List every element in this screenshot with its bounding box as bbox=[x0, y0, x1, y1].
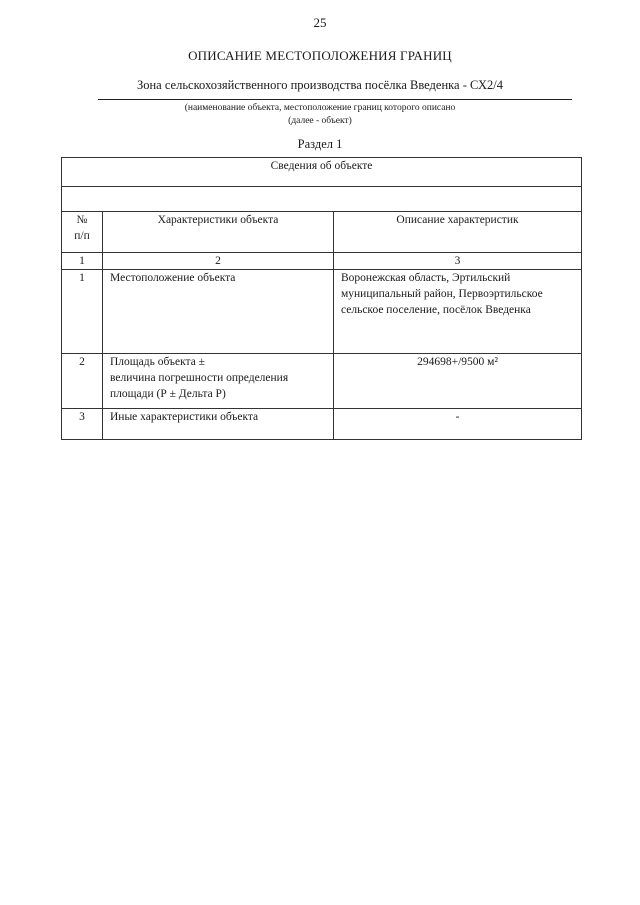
object-name: Зона сельскохозяйственного производства посёлка Введенка - СХ2/4 bbox=[136, 78, 504, 92]
table-header-row bbox=[62, 158, 582, 187]
object-name-underline bbox=[98, 99, 572, 100]
row-description: - bbox=[334, 409, 582, 440]
table-empty-cell bbox=[62, 187, 582, 212]
column-header-row bbox=[62, 212, 582, 253]
row-characteristic: Местоположение объекта bbox=[103, 270, 334, 354]
page-number: 25 bbox=[313, 15, 327, 30]
row-number: 1 bbox=[62, 270, 103, 354]
column-number-row bbox=[62, 253, 582, 270]
table-row bbox=[62, 354, 582, 409]
object-caption-line-1: (наименование объекта, местоположение границ которого описано bbox=[184, 103, 456, 113]
column-header-characteristic: Характеристики объекта bbox=[103, 212, 334, 253]
column-number: 3 bbox=[334, 253, 582, 270]
row-description: Воронежская область, Эртильский муниципальный район, Первоэртильское сельское поселение, посёлок Введенка bbox=[334, 270, 582, 354]
section-label: Раздел 1 bbox=[297, 137, 343, 151]
table-empty-row bbox=[62, 187, 582, 212]
object-caption-line-2: (далее - объект) bbox=[288, 116, 352, 126]
column-number: 1 bbox=[62, 253, 103, 270]
row-description: 294698+/9500 м² bbox=[334, 354, 582, 409]
table-row bbox=[62, 409, 582, 440]
row-characteristic: Иные характеристики объекта bbox=[103, 409, 334, 440]
column-header-number: № п/п bbox=[62, 212, 103, 253]
table-header: Сведения об объекте bbox=[62, 158, 582, 187]
row-number: 2 bbox=[62, 354, 103, 409]
row-number: 3 bbox=[62, 409, 103, 440]
row-characteristic: Площадь объекта ± величина погрешности определения площади (Р ± Дельта Р) bbox=[103, 354, 334, 409]
column-number: 2 bbox=[103, 253, 334, 270]
table-row bbox=[62, 270, 582, 354]
document-title: ОПИСАНИЕ МЕСТОПОЛОЖЕНИЯ ГРАНИЦ bbox=[188, 48, 452, 63]
column-header-description: Описание характеристик bbox=[334, 212, 582, 253]
object-info-table bbox=[61, 157, 582, 440]
